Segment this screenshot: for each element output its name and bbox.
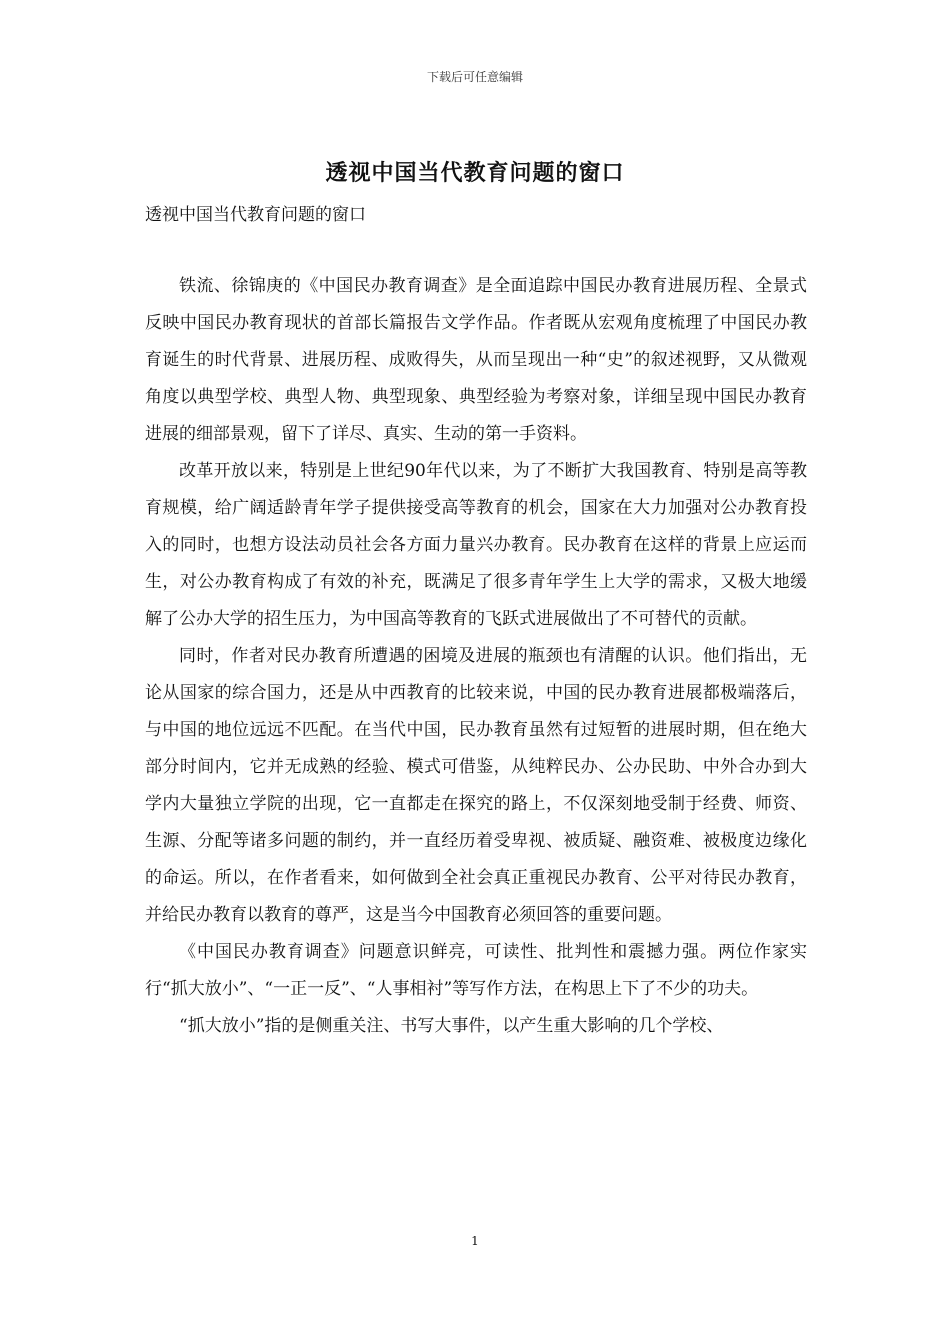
paragraph-3: 同时，作者对民办教育所遭遇的困境及进展的瓶颈也有清醒的认识。他们指出，无论从国家的综合国力，还是从中西教育的比较来说，中国的民办教育进展都极端落后，与中国的地位远远不匹配。在当代中国，民办教育虽然有过短暂的进展时期，但在绝大部分时间内，它并无成熟的经验、模式可借鉴，从纯粹民办、公办民助、中外合办到大学内大量独立学院的出现，它一直都走在探究的路上，不仅深刻地受制于经费、师资、生源、分配等诸多问题的制约，并一直经历着受卑视、被质疑、融资难、被极度边缘化的命运。所以，在作者看来，如何做到全社会真正重视民办教育、公平对待民办教育，并给民办教育以教育的尊严，这是当今中国教育必须回答的重要问题。 xyxy=(145,646,807,925)
paragraph-4: 《中国民办教育调查》问题意识鲜亮，可读性、批判性和震撼力强。两位作家实行“抓大放小”、“一正一反”、“人事相衬”等写作方法，在构思上下了不少的功夫。 xyxy=(145,942,807,999)
page-number: 1 xyxy=(471,1234,479,1248)
document-subtitle: 透视中国当代教育问题的窗口 xyxy=(145,205,366,225)
document-title: 透视中国当代教育问题的窗口 xyxy=(325,160,625,186)
paragraph-2: 改革开放以来，特别是上世纪90年代以来，为了不断扩大我国教育、特别是高等教育规模，给广阔适龄青年学子提供接受高等教育的机会，国家在大力加强对公办教育投入的同时，也想方设法动员社会各方面力量兴办教育。民办教育在这样的背景上应运而生，对公办教育构成了有效的补充，既满足了很多青年学生上大学的需求，又极大地缓解了公办大学的招生压力，为中国高等教育的飞跃式进展做出了不可替代的贡献。 xyxy=(145,461,807,629)
paragraph-1: 铁流、徐锦庚的《中国民办教育调查》是全面追踪中国民办教育进展历程、全景式反映中国民办教育现状的首部长篇报告文学作品。作者既从宏观角度梳理了中国民办教育诞生的时代背景、进展历程、成败得失，从而呈现出一种“史”的叙述视野，又从微观角度以典型学校、典型人物、典型现象、典型经验为考察对象，详细呈现中国民办教育进展的细部景观，留下了详尽、真实、生动的第一手资料。 xyxy=(145,276,807,444)
paragraph-5: “抓大放小”指的是侧重关注、书写大事件，以产生重大影响的几个学校、 xyxy=(179,1016,724,1036)
document-body xyxy=(145,268,807,1045)
page-header: 下载后可任意编辑 xyxy=(426,70,523,84)
